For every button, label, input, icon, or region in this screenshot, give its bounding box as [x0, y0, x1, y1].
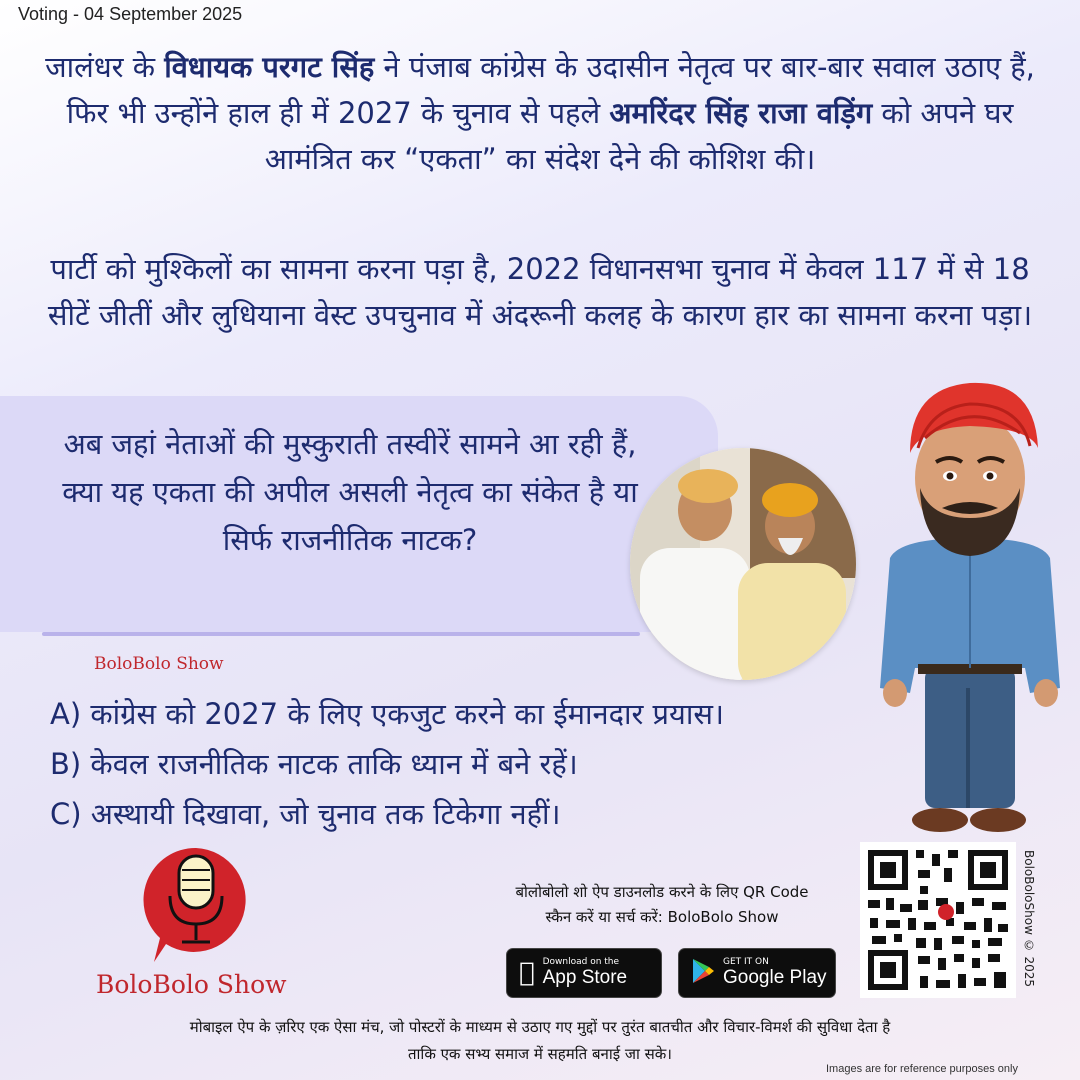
- qr-caption: बोलोबोलो शो ऐप डाउनलोड करने के लिए QR Code स्कैन करें या सर्च करें: BoloBolo Show: [515, 883, 809, 926]
- app-store-button[interactable]: Download on the App Store: [506, 948, 662, 998]
- leader-name: अमरिंदर सिंह राजा वड़िंग: [609, 96, 873, 130]
- intro-paragraph-1: जालंधर के विधायक परगट सिंह ने पंजाब कांग्रेस के उदासीन नेतृत्व पर बार-बार सवाल उठाए हैं, फिर भी उन्होंने हाल ही में 2027 के चुनाव से पहले अमरिंदर सिंह राजा वड़िंग को अपने घर आमंत्रित कर “एकता” का संदेश देने की कोशिश की।: [45, 50, 1035, 176]
- intro-paragraph-2: पार्टी को मुश्किलों का सामना करना पड़ा है, 2022 विधानसभा चुनाव में केवल 117 में से 18 सीटें जीतीं और लुधियाना वेस्ट उपचुनाव में अंदरूनी कलह के कारण हार का सामना करना पड़ा।: [47, 252, 1033, 332]
- google-play-button[interactable]: GET IT ON Google Play: [678, 948, 836, 998]
- copyright-vertical: BoloBoloShow © 2025: [1022, 850, 1036, 988]
- footer-tagline: मोबाइल ऐप के ज़रिए एक ऐसा मंच, जो पोस्टरों के माध्यम से उठाए गए मुद्दों पर तुरंत बातचीत और विचार-विमर्श की सुविधा देता है ताकि एक सभ्य समाज में सहमति बनाई जा सके।: [189, 1018, 891, 1063]
- apple-icon: [519, 958, 535, 988]
- brand-logo-text: BoloBolo Show: [96, 970, 287, 999]
- question-divider: [42, 632, 640, 636]
- date-label: Voting - 04 September 2025: [18, 4, 243, 24]
- option-c[interactable]: C) अस्थायी दिखावा, जो चुनाव तक टिकेगा नहीं।: [50, 797, 561, 831]
- brand-watermark: BoloBolo Show: [94, 654, 224, 674]
- option-a[interactable]: A) कांग्रेस को 2027 के लिए एकजुट करने का ईमानदार प्रयास।: [50, 697, 724, 731]
- disclaimer: Images are for reference purposes only: [826, 1063, 1018, 1075]
- host-caricature: [870, 368, 1070, 838]
- mla-name: विधायक परगट सिंह: [164, 50, 375, 84]
- leaders-photo: [630, 448, 856, 680]
- google-play-icon: [691, 958, 715, 988]
- poll-question: अब जहां नेताओं की मुस्कुराती तस्वीरें सामने आ रही हैं, क्या यह एकता की अपील असली नेतृत्व का संकेत है या सिर्फ राजनीतिक नाटक?: [62, 427, 638, 557]
- option-b[interactable]: B) केवल राजनीतिक नाटक ताकि ध्यान में बने रहें।: [50, 747, 578, 781]
- qr-code[interactable]: [860, 842, 1016, 998]
- microphone-logo-icon: [136, 840, 256, 970]
